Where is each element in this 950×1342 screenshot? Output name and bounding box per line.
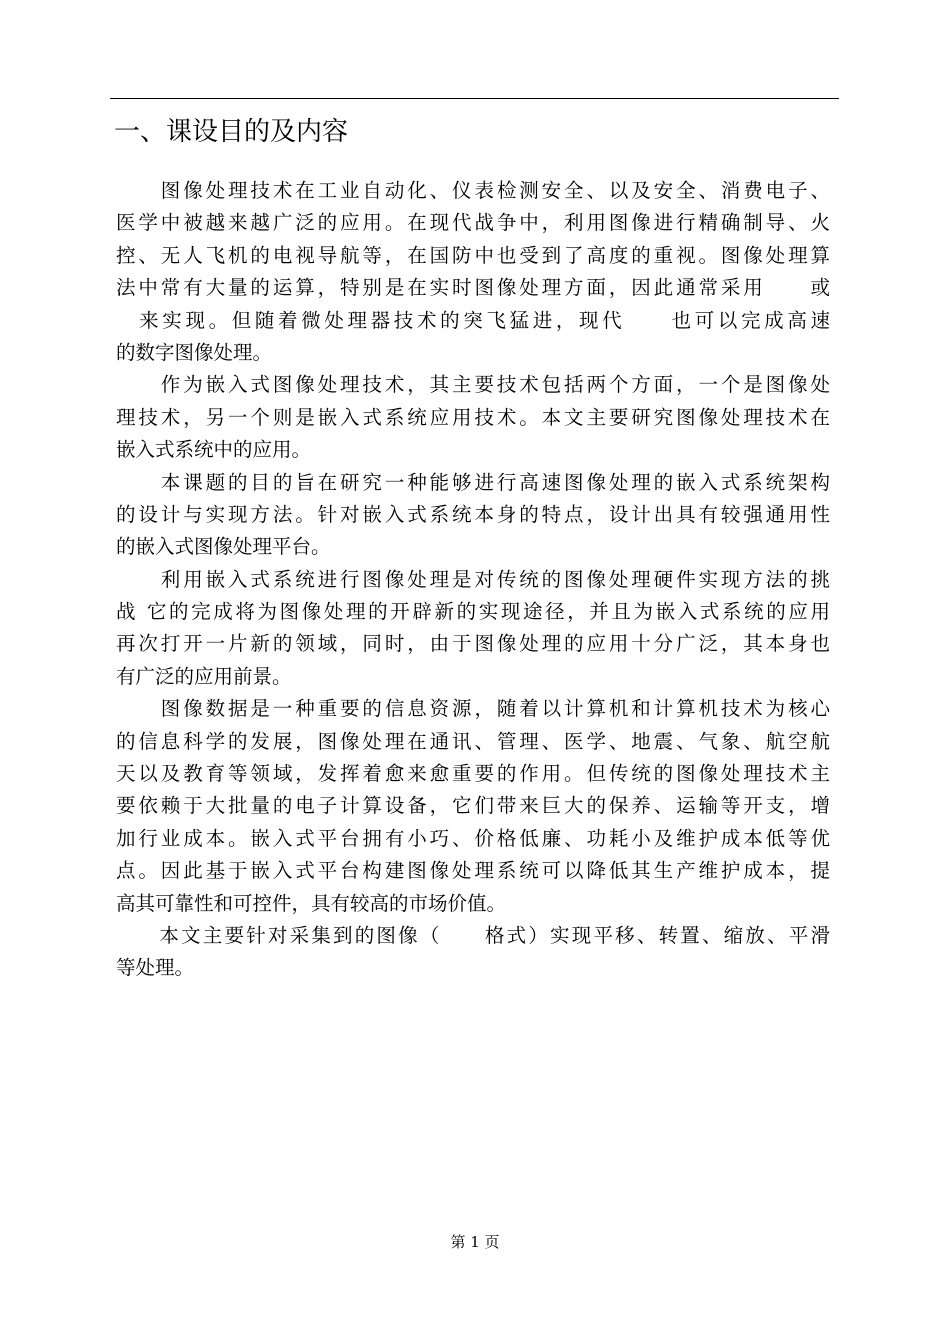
paragraph	[116, 369, 830, 466]
paragraph	[116, 693, 830, 920]
paragraph-line: 要依赖于大批量的电子计算设备，它们带来巨大的保养、运输等开支，增	[116, 794, 830, 818]
paragraph-line: 高其可靠性和可控件，具有较高的市场价值。	[116, 891, 507, 915]
paragraph-line: 图像处理技术在工业自动化、仪表检测安全、以及安全、消费电子、	[116, 179, 830, 202]
paragraph-line: 等处理。	[116, 956, 195, 980]
paragraph	[116, 467, 830, 564]
paragraph-line: 有广泛的应用前景。	[116, 664, 292, 688]
paragraph-line: 加行业成本。嵌入式平台拥有小巧、价格低廉、功耗小及维护成本低等优	[116, 826, 830, 850]
paragraph-line: 的数字图像处理。	[116, 340, 273, 364]
section-title: 一、课设目的及内容	[114, 117, 349, 147]
paragraph-line: 法中常有大量的运算，特别是在实时图像处理方面，因此通常采用 或	[116, 276, 830, 300]
body-text	[116, 175, 830, 985]
paragraph-line: 点。因此基于嵌入式平台构建图像处理系统可以降低其生产维护成本，提	[116, 859, 830, 883]
paragraph-line: 再次打开一片新的领域，同时，由于图像处理的应用十分广泛，其本身也	[116, 632, 830, 656]
paragraph-line: 利用嵌入式系统进行图像处理是对传统的图像处理硬件实现方法的挑	[116, 567, 830, 591]
paragraph-line: 嵌入式系统中的应用。	[116, 438, 312, 462]
paragraph	[116, 920, 830, 985]
paragraph-line: 的设计与实现方法。针对嵌入式系统本身的特点，设计出具有较强通用性	[116, 502, 830, 526]
paragraph-line: 天以及教育等领域，发挥着愈来愈重要的作用。但传统的图像处理技术主	[116, 762, 830, 786]
header-rule	[110, 98, 839, 99]
paragraph-line: 的信息科学的发展，图像处理在通讯、管理、医学、地震、气象、航空航	[116, 729, 830, 753]
paragraph-line: 图像数据是一种重要的信息资源，随着以计算机和计算机技术为核心	[116, 697, 830, 721]
paragraph-line: 作为嵌入式图像处理技术，其主要技术包括两个方面，一个是图像处	[116, 373, 830, 397]
paragraph-line: 控、无人飞机的电视导航等，在国防中也受到了高度的重视。图像处理算	[116, 243, 830, 267]
paragraph-line: 理技术，另一个则是嵌入式系统应用技术。本文主要研究图像处理技术在	[116, 405, 830, 429]
paragraph-line: 的嵌入式图像处理平台。	[116, 535, 331, 559]
paragraph	[116, 564, 830, 694]
paragraph-line: 医学中被越来越广泛的应用。在现代战争中，利用图像进行精确制导、火	[116, 211, 830, 235]
paragraph	[116, 175, 830, 369]
paragraph-line: 本文主要针对采集到的图像（ 格式）实现平移、转置、缩放、平滑	[116, 923, 830, 947]
paragraph-line: 战 它的完成将为图像处理的开辟新的实现途径，并且为嵌入式系统的应用	[116, 600, 830, 624]
page-number: 第 1 页	[450, 1233, 500, 1251]
paragraph-line: 本课题的目的旨在研究一种能够进行高速图像处理的嵌入式系统架构	[116, 470, 830, 494]
paragraph-line: 来实现。但随着微处理器技术的突飞猛进，现代 也可以完成高速	[116, 308, 830, 332]
